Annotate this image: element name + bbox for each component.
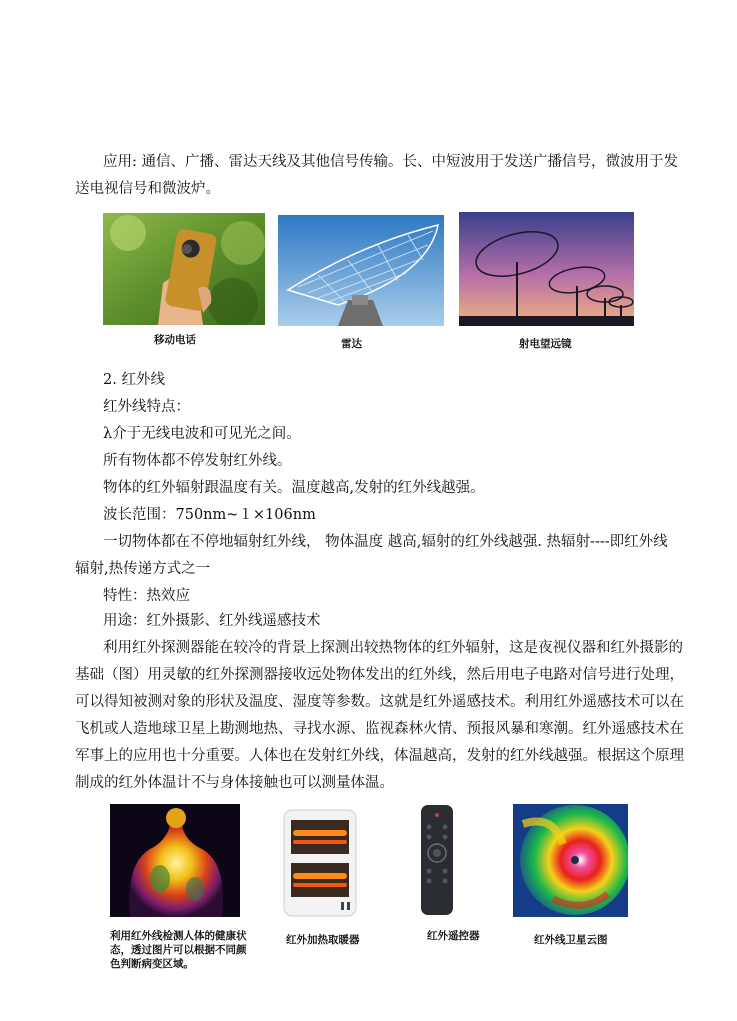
radio-telescope-photo	[459, 212, 634, 326]
paragraph-2-line-4: 飞机或人造地球卫星上勘测地热、寻找水源、监视森林火情、预报风暴和寒潮。红外遥感技术在	[75, 721, 684, 737]
remote-control-photo	[416, 803, 458, 917]
paragraph-2-line-2: 基础（图）用灵敏的红外探测器接收远处物体发出的红外线，然后用电子电路对信号进行处理，	[75, 667, 684, 683]
thermal-body-caption: 利用红外线检测人体的健康状态，透过图片可以根据不同颜色判断病变区域。	[110, 930, 247, 970]
feature-line-1: λ介于无线电波和可见光之间。	[103, 426, 301, 442]
uses-line: 用途：红外摄影、红外线遥感技术	[103, 613, 321, 629]
radar-photo	[278, 215, 444, 326]
paragraph-2-line-6: 制成的红外体温计不与身体接触也可以测量体温。	[75, 775, 394, 791]
radar-caption: 雷达	[341, 338, 362, 350]
paragraph-2-line-5: 军事上的应用也十分重要。人体也在发射红外线，体温越高，发射的红外线越强。根据这个原理	[75, 748, 684, 764]
paragraph-1-line-1: 一切物体都在不停地辐射红外线， 物体温度 越高,辐射的红外线越强. 热辐射----即红外线	[103, 534, 668, 550]
infrared-heater-photo	[281, 808, 359, 918]
infrared-heater-caption: 红外加热取暖器	[286, 934, 360, 946]
property-line: 特性：热效应	[103, 588, 190, 604]
feature-line-2: 所有物体都不停发射红外线。	[103, 453, 292, 469]
paragraph-2-line-1: 利用红外探测器能在较冷的背景上探测出较热物体的红外辐射，这是夜视仪器和红外摄影的	[103, 640, 683, 656]
application-text-line-1: 应用: 通信、广播、雷达天线及其他信号传输。长、中短波用于发送广播信号，微波用于发	[103, 154, 678, 170]
mobile-phone-caption: 移动电话	[154, 334, 196, 346]
feature-line-4: 波长范围：750nm~１×106nm	[103, 507, 316, 523]
paragraph-1-line-2: 辐射,热传递方式之一	[75, 561, 211, 577]
section-heading: 2. 红外线	[103, 372, 165, 388]
satellite-cloud-caption: 红外线卫星云图	[534, 934, 608, 946]
features-title: 红外线特点：	[103, 399, 190, 415]
remote-control-caption: 红外遥控器	[427, 930, 480, 942]
radio-telescope-caption: 射电望远镜	[519, 338, 572, 350]
thermal-body-photo	[110, 804, 240, 917]
application-text-line-2: 送电视信号和微波炉。	[75, 181, 220, 197]
satellite-cloud-photo	[513, 804, 628, 917]
feature-line-3: 物体的红外辐射跟温度有关。温度越高,发射的红外线越强。	[103, 480, 485, 496]
mobile-phone-photo	[103, 213, 265, 325]
paragraph-2-line-3: 可以得知被测对象的形状及温度、湿度等参数。这就是红外遥感技术。利用红外遥感技术可以在	[75, 694, 684, 710]
